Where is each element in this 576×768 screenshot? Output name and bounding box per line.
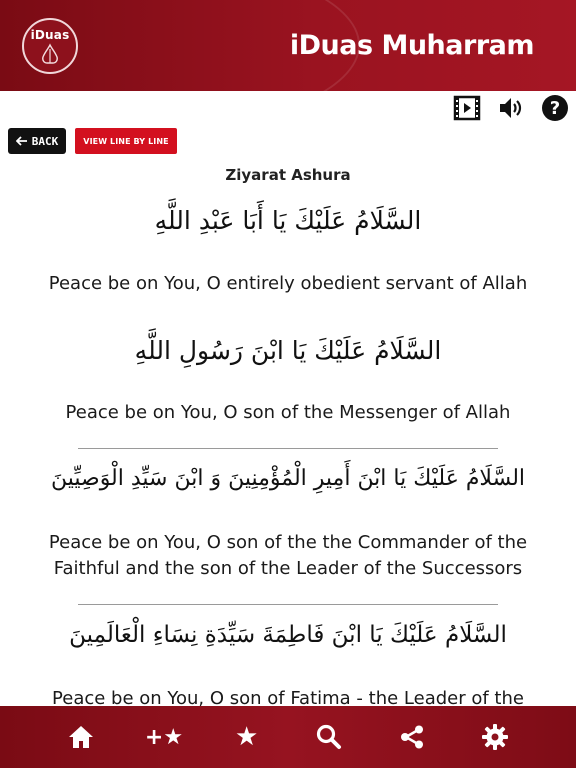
bottom-navigation <box>0 706 576 768</box>
share-icon[interactable] <box>392 717 432 757</box>
logo-text: iDuas <box>30 27 70 42</box>
help-icon[interactable] <box>540 93 570 123</box>
verse-arabic: السَّلَامُ عَلَيْكَ يَا ابْنَ فَاطِمَةَ سَيِّدَةِ نِسَاءِ الْعَالَمِينَ <box>69 622 507 648</box>
verse-arabic: السَّلَامُ عَلَيْكَ يَا ابْنَ أَمِيرِ الْمُؤْمِنِينَ وَ ابْنَ سَيِّدِ الْوَصِيِّينَ <box>50 466 526 491</box>
divider <box>78 604 498 605</box>
verse-translation: Peace be on You, O son of Fatima - the Leader of the <box>52 688 524 706</box>
verse-translation: Peace be on You, O son of the Messenger of Allah <box>65 402 511 423</box>
toolbar <box>452 92 570 124</box>
view-line-by-line-button[interactable]: VIEW LINE BY LINE <box>75 128 177 154</box>
svg-text:?: ? <box>549 98 561 119</box>
arrow-left-icon <box>16 136 28 146</box>
divider <box>78 448 498 449</box>
speaker-icon[interactable] <box>496 93 526 123</box>
verse-arabic: السَّلَامُ عَلَيْكَ يَا أَبَا عَبْدِ اللَّهِ <box>154 206 422 235</box>
verse-translation: Peace be on You, O entirely obedient servant of Allah <box>48 273 528 294</box>
video-icon[interactable] <box>452 93 482 123</box>
back-button[interactable] <box>8 128 66 154</box>
praying-hands-icon <box>37 43 63 65</box>
back-button-label: BACK <box>31 134 59 148</box>
app-header <box>0 0 576 91</box>
search-icon[interactable] <box>309 717 349 757</box>
dua-content[interactable] <box>0 160 576 706</box>
favorite-symbol: ★ <box>234 722 259 752</box>
favorites-icon[interactable] <box>227 717 267 757</box>
page-title: Ziyarat Ashura <box>225 166 351 184</box>
verse-translation: Peace be on You, O son of the the Commander of the Faithful and the son of the Leader of the Successors <box>48 532 528 579</box>
add-favorite-symbol: +★ <box>144 724 184 750</box>
add-favorite-icon[interactable] <box>144 717 184 757</box>
settings-icon[interactable] <box>475 717 515 757</box>
verse-arabic: السَّلَامُ عَلَيْكَ يَا ابْنَ رَسُولِ اللَّهِ <box>134 336 442 365</box>
app-title: iDuas Muharram <box>289 30 534 61</box>
home-icon[interactable] <box>61 717 101 757</box>
app-logo <box>22 18 78 74</box>
